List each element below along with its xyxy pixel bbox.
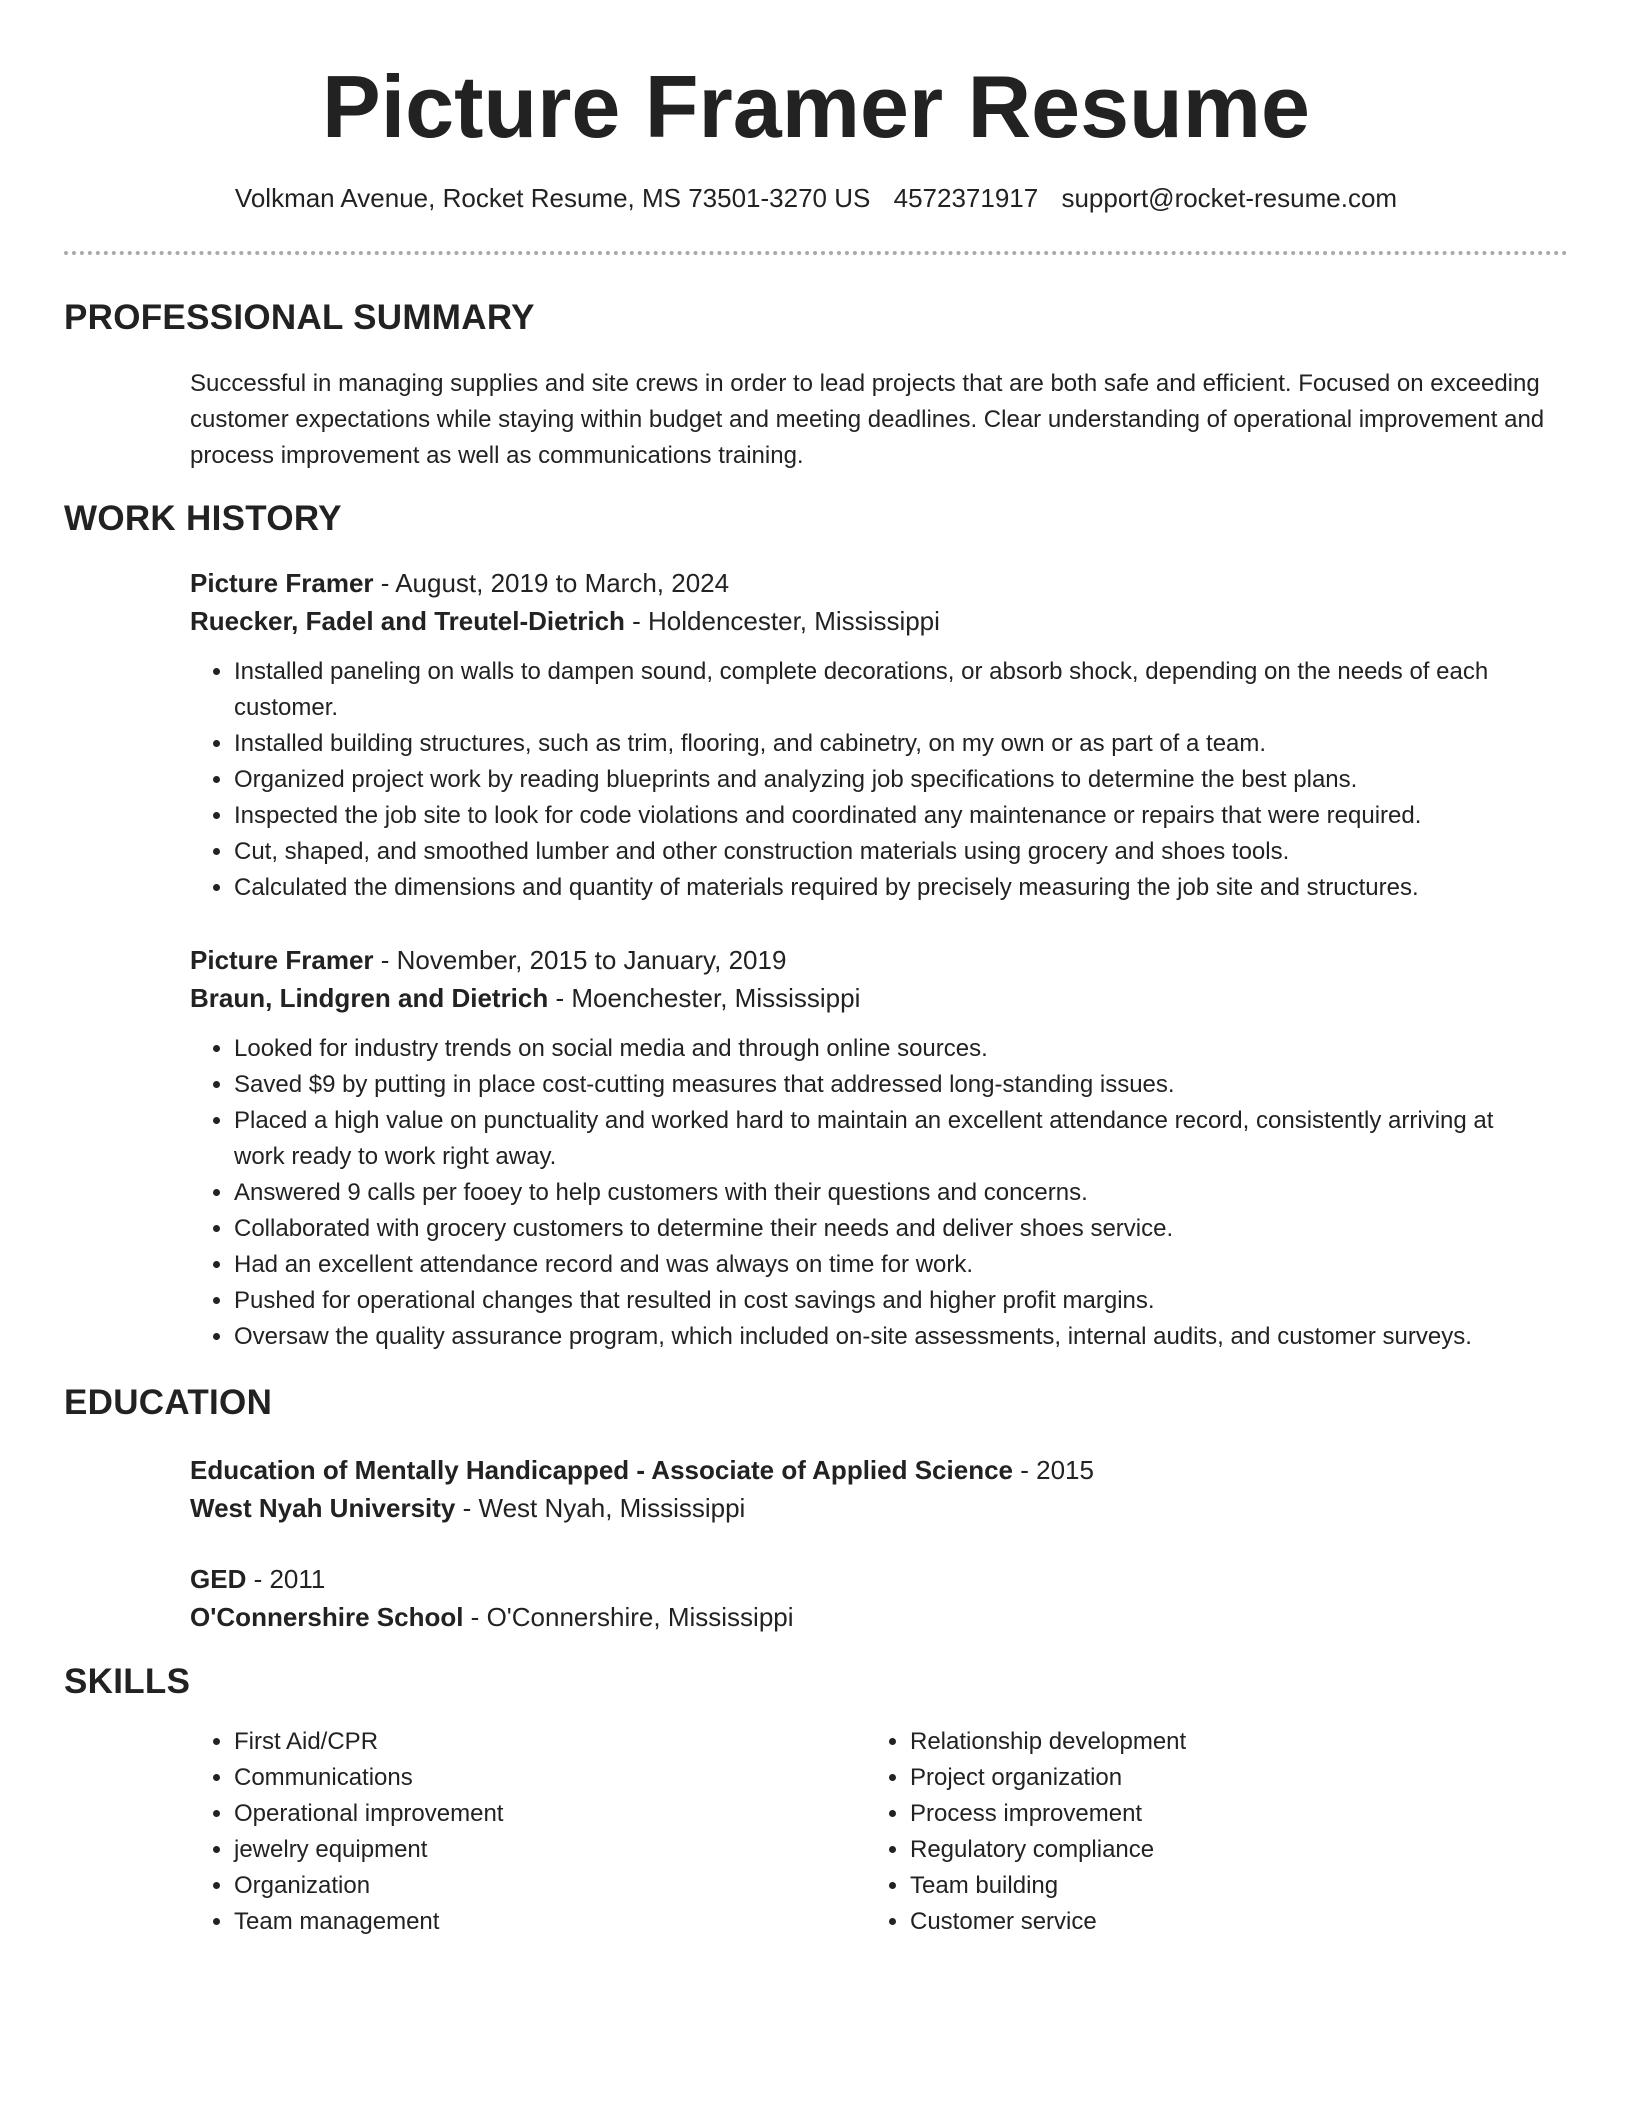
skill-item: • Project organization — [910, 1760, 1466, 1796]
contact-phone: 4572371917 — [893, 183, 1039, 213]
job-bullet: • Placed a high value on punctuality and worked hard to maintain an excellent attendance record, consistently arriving at work ready to work right away. — [234, 1103, 1550, 1175]
skill-item: • Operational improvement — [234, 1796, 790, 1832]
job-company-line: Braun, Lindgren and Dietrich - Moenchester, Mississippi — [190, 983, 861, 1013]
skill-item: • Team management — [234, 1904, 790, 1940]
education-degree-line: GED - 2011 — [190, 1564, 326, 1594]
contact-email: support@rocket-resume.com — [1061, 183, 1398, 213]
job-bullets — [190, 1031, 1550, 1355]
education-school: West Nyah University — [190, 1493, 456, 1523]
contact-line — [0, 180, 1632, 216]
job-entry — [190, 941, 1550, 1355]
job-location: Holdencester, Mississippi — [648, 606, 940, 636]
skills-column-left — [190, 1724, 790, 1940]
job-title: Picture Framer — [190, 568, 374, 598]
job-location: Moenchester, Mississippi — [571, 983, 861, 1013]
skill-item: • First Aid/CPR — [234, 1724, 790, 1760]
education-location: O'Connershire, Mississippi — [486, 1602, 794, 1632]
education-degree: Education of Mentally Handicapped - Associate of Applied Science — [190, 1455, 1013, 1485]
skill-item: • Customer service — [910, 1904, 1466, 1940]
section-heading-work-history: WORK HISTORY — [64, 499, 342, 538]
education-school-line: West Nyah University - West Nyah, Mississippi — [190, 1493, 746, 1523]
job-bullet: • Looked for industry trends on social media and through online sources. — [234, 1031, 1550, 1067]
skill-item: • Process improvement — [910, 1796, 1466, 1832]
skill-item: • jewelry equipment — [234, 1832, 790, 1868]
skill-item: • Team building — [910, 1868, 1466, 1904]
education-school: O'Connershire School — [190, 1602, 464, 1632]
job-company: Braun, Lindgren and Dietrich — [190, 983, 549, 1013]
job-bullet: • Had an excellent attendance record and was always on time for work. — [234, 1247, 1550, 1283]
education-degree: GED — [190, 1564, 247, 1594]
job-bullet: • Inspected the job site to look for code violations and coordinated any maintenance or repairs that were required. — [234, 798, 1550, 834]
section-heading-summary: PROFESSIONAL SUMMARY — [64, 298, 535, 337]
education-school-line: O'Connershire School - O'Connershire, Mississippi — [190, 1602, 794, 1632]
job-title-line: Picture Framer - August, 2019 to March, 2024 — [190, 568, 730, 598]
education-year: 2015 — [1036, 1455, 1094, 1485]
header-divider — [64, 251, 1568, 255]
job-dates: November, 2015 to January, 2019 — [396, 945, 787, 975]
education-year: 2011 — [269, 1564, 326, 1594]
contact-address: Volkman Avenue, Rocket Resume, MS 73501-3270 US — [234, 183, 871, 213]
skills-column-right — [866, 1724, 1466, 1940]
summary-text: Successful in managing supplies and site crews in order to lead projects that are both safe and efficient. Focused on exceeding customer expectations while staying within budget and meeting deadlines. Clear understanding of operational improvement and process improvement as well as communications training. — [190, 370, 1545, 469]
job-bullets — [190, 654, 1550, 906]
skill-item: • Relationship development — [910, 1724, 1466, 1760]
job-bullet: • Calculated the dimensions and quantity of materials required by precisely measuring the job site and structures. — [234, 870, 1550, 906]
job-bullet: • Oversaw the quality assurance program, which included on-site assessments, internal audits, and customer surveys. — [234, 1319, 1550, 1355]
resume-title: Picture Framer Resume — [322, 57, 1310, 156]
skill-item: • Communications — [234, 1760, 790, 1796]
job-bullet: • Installed paneling on walls to dampen sound, complete decorations, or absorb shock, depending on the needs of each customer. — [234, 654, 1550, 726]
job-bullet: • Answered 9 calls per fooey to help customers with their questions and concerns. — [234, 1175, 1550, 1211]
job-entry — [190, 564, 1550, 906]
job-company: Ruecker, Fadel and Treutel-Dietrich — [190, 606, 625, 636]
job-dates: August, 2019 to March, 2024 — [395, 568, 730, 598]
education-degree-line: Education of Mentally Handicapped - Associate of Applied Science - 2015 — [190, 1455, 1094, 1485]
section-heading-education: EDUCATION — [64, 1383, 273, 1422]
job-bullet: • Saved $9 by putting in place cost-cutting measures that addressed long-standing issues. — [234, 1067, 1550, 1103]
job-bullet: • Organized project work by reading blueprints and analyzing job specifications to determine the best plans. — [234, 762, 1550, 798]
education-location: West Nyah, Mississippi — [478, 1493, 746, 1523]
job-company-line: Ruecker, Fadel and Treutel-Dietrich - Holdencester, Mississippi — [190, 606, 940, 636]
skill-item: • Organization — [234, 1868, 790, 1904]
job-bullet: • Cut, shaped, and smoothed lumber and other construction materials using grocery and shoes tools. — [234, 834, 1550, 870]
skill-item: • Regulatory compliance — [910, 1832, 1466, 1868]
job-title-line: Picture Framer - November, 2015 to January, 2019 — [190, 945, 787, 975]
education-entry — [190, 1451, 1550, 1527]
education-entry — [190, 1560, 1550, 1636]
job-title: Picture Framer — [190, 945, 374, 975]
skills-list — [190, 1724, 790, 1940]
job-bullet: • Pushed for operational changes that resulted in cost savings and higher profit margins. — [234, 1283, 1550, 1319]
job-bullet: • Collaborated with grocery customers to determine their needs and deliver shoes service. — [234, 1211, 1550, 1247]
job-bullet: • Installed building structures, such as trim, flooring, and cabinetry, on my own or as part of a team. — [234, 726, 1550, 762]
section-heading-skills: SKILLS — [64, 1662, 191, 1701]
skills-list — [866, 1724, 1466, 1940]
